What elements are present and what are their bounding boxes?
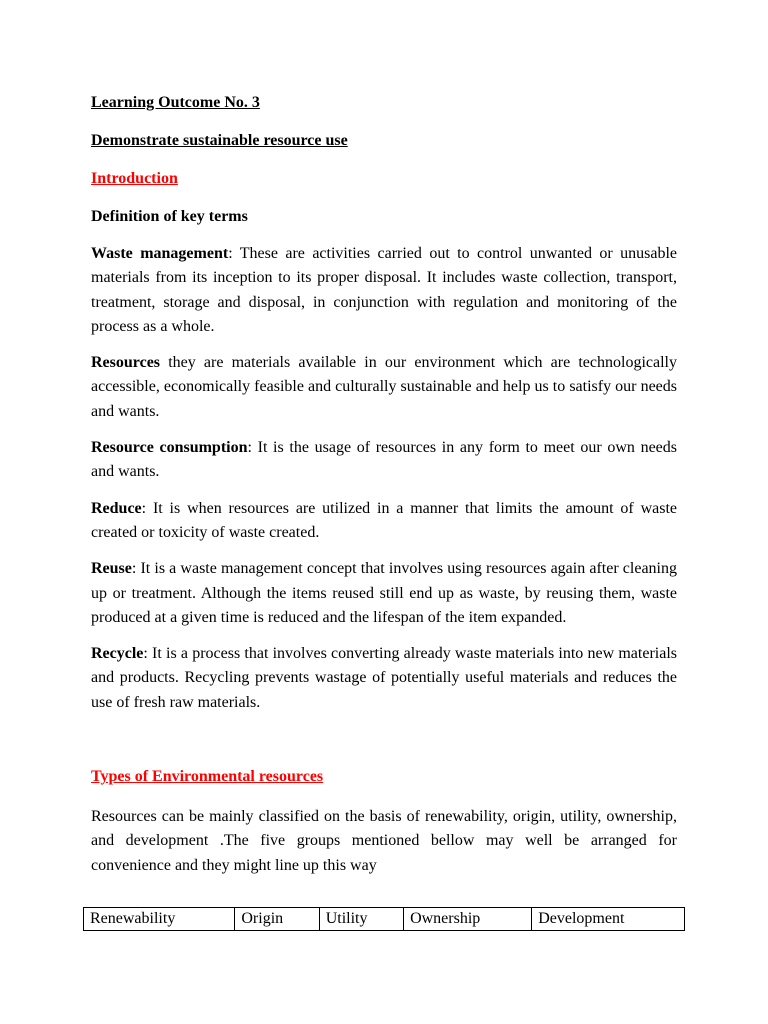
term-waste-management	[91, 242, 677, 339]
document-content	[91, 93, 677, 890]
term-text: : It is when resources are utilized in a manner that limits the amount of waste created or toxicity of waste created.	[91, 499, 677, 541]
term-reuse	[91, 557, 677, 630]
resource-types-table	[83, 907, 685, 931]
term-resources	[91, 351, 677, 424]
term-reduce	[91, 497, 677, 546]
term-text: : It is a process that involves converting already waste materials into new materials and products. Recycling prevents wastage of potentially useful materials and reduces the use of fresh raw materials.	[91, 645, 677, 711]
term-label: Resources	[91, 354, 161, 372]
term-label: Reduce	[91, 499, 142, 517]
term-text: they are materials available in our environment which are technologically accessible, economically feasible and culturally sustainable and help us to satisfy our needs and wants.	[91, 354, 677, 420]
term-recycle	[91, 642, 677, 715]
table-cell-development: Development	[532, 908, 685, 931]
term-label: Waste management	[91, 245, 229, 262]
term-label: Recycle	[91, 645, 144, 663]
introduction-heading: Introduction	[91, 170, 178, 187]
learning-outcome-title: Learning Outcome No. 3	[91, 94, 260, 111]
term-text: : It is a waste management concept that involves using resources again after cleaning up or treatment. Although the items reused still end up as waste, by reusing them, waste produced at a given time is reduced and the lifespan of the item expanded.	[91, 560, 677, 626]
table-cell-origin: Origin	[235, 908, 319, 931]
table-cell-ownership: Ownership	[404, 908, 532, 931]
subtitle: Demonstrate sustainable resource use	[91, 132, 348, 149]
term-text: : It is the usage of resources in any form to meet our own needs and wants.	[91, 439, 678, 481]
term-resource-consumption	[91, 436, 677, 485]
types-paragraph: Resources can be mainly classified on the basis of renewability, origin, utility, ownership, and development .The five groups mentioned bellow may well be arranged for convenience and they might line up this way	[91, 808, 677, 874]
definitions-heading: Definition of key terms	[91, 208, 248, 225]
table-cell-utility: Utility	[319, 908, 403, 931]
term-label: Resource consumption	[91, 439, 248, 457]
term-text: : These are activities carried out to control unwanted or unusable materials from its inception to its proper disposal. It includes waste collection, transport, treatment, storage and disposal, in conjunction with regulation and monitoring of the process as a whole.	[91, 245, 678, 335]
table-cell-renewability: Renewability	[84, 908, 235, 931]
section-spacer	[91, 727, 677, 767]
types-heading: Types of Environmental resources	[91, 768, 324, 786]
table-row	[84, 908, 685, 931]
term-label: Reuse	[91, 560, 132, 578]
